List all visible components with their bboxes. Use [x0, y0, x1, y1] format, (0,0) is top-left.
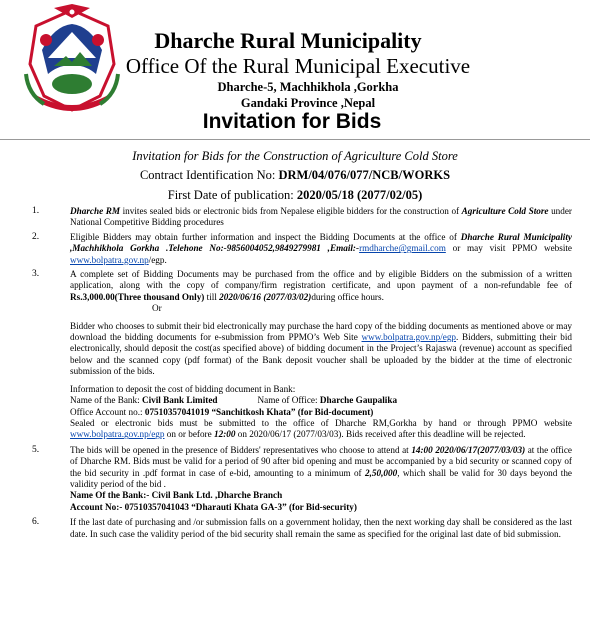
notice-title: Invitation for Bids	[202, 110, 382, 133]
publication-date-value: 2020/05/18 (2077/02/05)	[296, 188, 423, 202]
list-item-3	[0, 269, 590, 441]
bid-security-amount: 2,50,000	[365, 467, 398, 478]
purchase-deadline: 2020/06/16 (2077/03/02)	[219, 291, 312, 302]
account-value: 07510357041019 “Sanchitkosh Khata” (for Bid-document)	[144, 406, 374, 417]
bank-value: Civil Bank Limited	[141, 395, 218, 406]
item-text: during office hours.	[311, 291, 384, 302]
publication-date-label: First Date of publication:	[167, 188, 297, 202]
item-number: 1.	[32, 206, 40, 216]
item-text: The bids will be opened in the presence of Bidders' representatives who choose to attend at	[70, 444, 412, 455]
item-text: Sealed or electronic bids must be submitted to the office of Dharche RM,Gorkha by hand or through PPMO website	[70, 417, 572, 428]
contract-id-line	[0, 168, 590, 183]
item-text: at the office of Dharche RM. Bids must be valid for a period of 90 after bid opening and must be accompanied by a bid security or scanned copy of the bid security in .pdf format in case of e-bid, amounting to a minimum of	[70, 444, 572, 478]
ppmo-website-link[interactable]: www.bolpatra.gov.np	[70, 254, 149, 265]
header-divider	[0, 139, 590, 140]
contract-id-label: Contract Identification No:	[139, 168, 279, 182]
contract-id-value: DRM/04/076/077/NCB/WORKS	[278, 168, 451, 182]
item-text: invites sealed bids or electronic bids from Nepalese eligible bidders for the construction of	[120, 206, 462, 216]
bid-items-list	[0, 206, 590, 543]
project-name: Agriculture Cold Store	[461, 206, 549, 216]
item-text: If the last date of purchasing and /or submission falls on a government holiday, then the next working day shall be considered as the last date. In such case the validity period of the bid security shall remain the same as specified for the original last date of bid submission.	[70, 517, 572, 539]
rm-name: Dharche RM	[70, 206, 121, 216]
list-item-1	[0, 206, 590, 229]
bank-label: Name of the Bank:	[70, 395, 142, 406]
item-text: or may visit PPMO website	[445, 243, 573, 254]
item-text: on or before	[164, 429, 214, 440]
item-number: 2.	[32, 231, 40, 242]
item-text: A complete set of Bidding Documents may be purchased from the office and by eligible Bidders on the submission of a written application, along with the copy of company/firm registration certificate, and upon payment of a non-refundable fee of	[70, 269, 572, 291]
item-number: 3.	[32, 269, 40, 280]
office-value: Dharche Gaupalika	[319, 395, 398, 406]
item-text: till	[204, 291, 220, 302]
item-text: on 2020/06/17 (2077/03/03). Bids received after this deadline will be rejected.	[235, 429, 526, 440]
egp-link-2[interactable]: www.bolpatra.gov.np/egp	[70, 429, 165, 440]
address-line-1: Dharche-5, Machhikhola ,Gorkha	[217, 80, 399, 94]
item-number: 6.	[32, 517, 40, 528]
bank-info-heading: Information to deposit the cost of bidding document in Bank:	[70, 383, 296, 394]
list-item-6	[0, 517, 590, 540]
address-line-2: Gandaki Province ,Nepal	[240, 96, 376, 110]
item-number: 5.	[32, 444, 40, 455]
publication-date-line	[0, 188, 590, 203]
opening-time: 14:00 2020/06/17(2077/03/03)	[411, 444, 526, 455]
item-text: Bidder who chooses to submit their bid electronically may purchase the hard copy of the bidding documents as mentioned above or may download the bidding documents for e-submission from PPMO’s Web Site	[70, 320, 572, 343]
or-separator: Or	[152, 303, 162, 314]
item-text: , which shall be valid for 30 days beyond the validity period of the bid .	[70, 467, 573, 489]
list-item-5	[0, 445, 590, 513]
item-text: under National Competitive Bidding procedures	[70, 206, 572, 228]
office-label: Name of Office:	[257, 395, 320, 406]
item-text: Eligible Bidders may obtain further information and inspect the Bidding Documents at the office of	[70, 231, 461, 242]
security-account: Account No:- 07510357041043 “Dharauti Khata GA-3” (for Bid-security)	[70, 501, 357, 512]
email-link[interactable]: rmdharche@gmail.com	[359, 243, 446, 254]
office-contact: Dharche Rural Municipality ,Machhikhola Gorkha .Telehone No:-9856004052,9849279981 ,Email:-	[70, 231, 572, 254]
municipality-name: Dharche Rural Municipality	[154, 28, 422, 53]
item-text: . Bidders, submitting their bid electronically, should deposit the cost(as specified above) of bidding document in the Project’s Rajaswa (revenue) account as specified below and the scanned copy (pdf format) of the Bank deposit voucher shall be uploaded by the bidder at the time of electronic submission of the bids.	[70, 332, 572, 377]
security-bank: Name Of the Bank:- Civil Bank Ltd. ,Dharche Branch	[70, 490, 283, 501]
notice-subtitle: Invitation for Bids for the Construction of Agriculture Cold Store	[132, 149, 458, 163]
egp-link[interactable]: www.bolpatra.gov.np/egp	[361, 332, 457, 343]
account-label: Office Account no.:	[70, 406, 145, 417]
office-name: Office Of the Rural Municipal Executive	[125, 54, 471, 78]
list-item-2	[0, 232, 590, 266]
submission-time: 12:00	[214, 429, 236, 440]
item-text: /egp.	[148, 254, 167, 265]
document-fee: Rs.3,000.00(Three thousand Only)	[70, 291, 205, 302]
